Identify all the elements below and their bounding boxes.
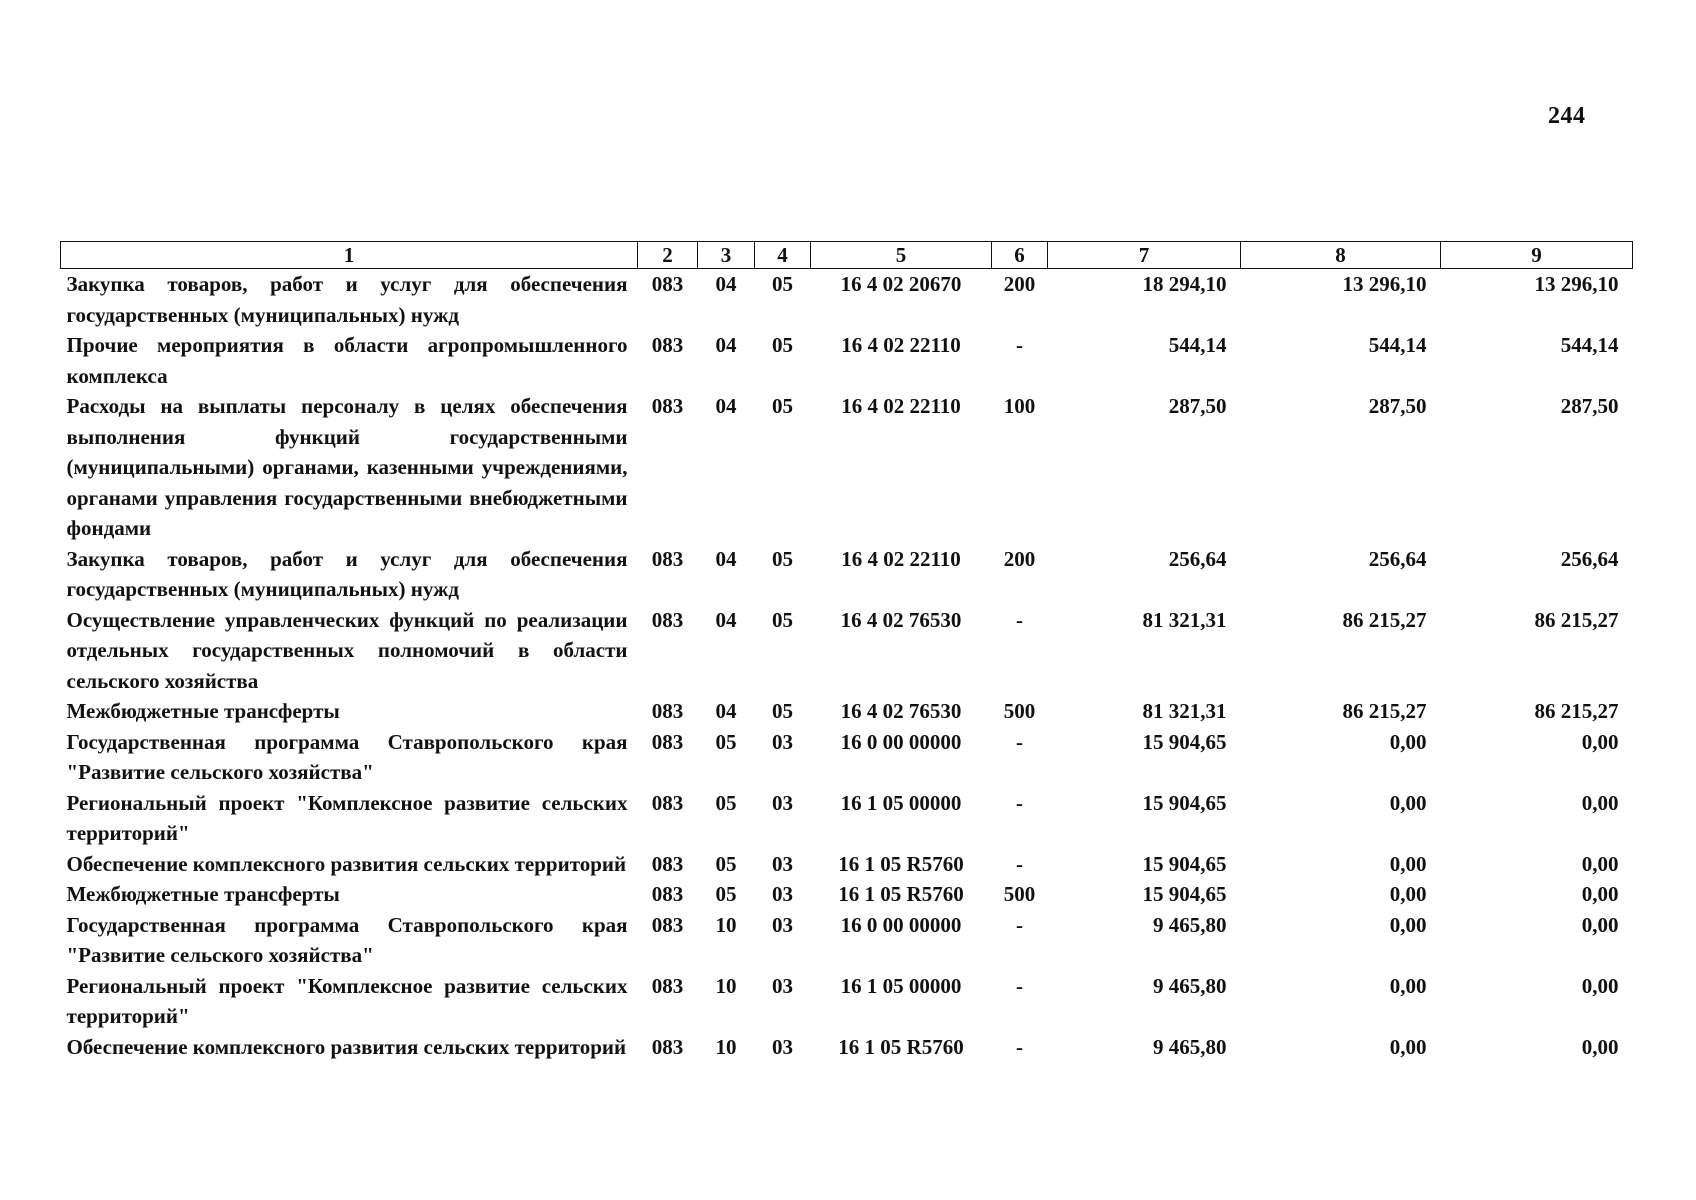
amount-col-9: 0,00 xyxy=(1581,1034,1619,1059)
section-code: 04 xyxy=(715,607,737,632)
amount-col-8: 544,14 xyxy=(1368,333,1427,357)
target-article-code: 16 1 05 R5760 xyxy=(838,882,964,906)
row-description: Закупка товаров, работ и услуг для обеспечения государственных (муниципальных) нужд xyxy=(66,546,628,601)
table-row xyxy=(61,1032,1633,1063)
expense-type-code: - xyxy=(1016,729,1023,754)
amount-col-9: 86 215,27 xyxy=(1534,607,1619,632)
subsection-code: 05 xyxy=(772,699,793,723)
subsection-code: 05 xyxy=(772,607,793,632)
amount-col-9: 544,14 xyxy=(1560,333,1619,357)
amount-col-9: 13 296,10 xyxy=(1534,272,1619,296)
row-description: Осуществление управленческих функций по реализации отдельных государственных полномочий в области сельского хозяйства xyxy=(66,607,628,693)
amount-col-9: 0,00 xyxy=(1581,882,1619,906)
amount-col-7: 15 904,65 xyxy=(1142,729,1227,754)
table-row xyxy=(61,544,1633,605)
ministry-code: 083 xyxy=(651,851,684,876)
subsection-code: 05 xyxy=(772,546,793,571)
column-header: 9 xyxy=(1441,242,1633,269)
section-code: 04 xyxy=(715,394,737,418)
amount-col-7: 9 465,80 xyxy=(1153,912,1227,937)
section-code: 04 xyxy=(715,333,737,357)
ministry-code: 083 xyxy=(651,729,684,754)
expense-type-code: 200 xyxy=(1003,272,1036,296)
amount-col-8: 0,00 xyxy=(1389,729,1427,754)
amount-col-7: 256,64 xyxy=(1168,546,1227,571)
target-article-code: 16 4 02 76530 xyxy=(840,699,962,723)
subsection-code: 03 xyxy=(772,912,793,937)
subsection-code: 03 xyxy=(772,973,793,998)
target-article-code: 16 0 00 00000 xyxy=(840,729,962,754)
amount-col-7: 9 465,80 xyxy=(1153,973,1227,998)
amount-col-8: 0,00 xyxy=(1389,851,1427,876)
amount-col-7: 15 904,65 xyxy=(1142,882,1227,906)
row-description: Государственная программа Ставропольского края "Развитие сельского хозяйства" xyxy=(66,729,628,784)
table-row xyxy=(61,391,1633,544)
page-number: 244 xyxy=(1548,103,1586,129)
amount-col-8: 13 296,10 xyxy=(1342,272,1427,296)
amount-col-9: 86 215,27 xyxy=(1534,699,1619,723)
row-description: Межбюджетные трансферты xyxy=(66,699,340,723)
row-description: Расходы на выплаты персоналу в целях обеспечения выполнения функций государственными (муниципальными) органами, казенными учреждениями, органами управления государственными внебюджетными фондами xyxy=(66,394,628,540)
expense-type-code: - xyxy=(1016,790,1023,815)
expense-type-code: - xyxy=(1016,607,1023,632)
amount-col-8: 287,50 xyxy=(1368,394,1427,418)
amount-col-7: 544,14 xyxy=(1168,333,1227,357)
subsection-code: 03 xyxy=(772,851,793,876)
ministry-code: 083 xyxy=(651,272,684,296)
table-row xyxy=(61,696,1633,727)
expense-type-code: 500 xyxy=(1003,882,1036,906)
subsection-code: 05 xyxy=(772,394,793,418)
subsection-code: 03 xyxy=(772,729,793,754)
target-article-code: 16 0 00 00000 xyxy=(840,912,962,937)
amount-col-8: 86 215,27 xyxy=(1342,607,1427,632)
table-header xyxy=(61,242,1633,269)
subsection-code: 03 xyxy=(772,1034,793,1059)
expense-type-code: - xyxy=(1016,1034,1023,1059)
amount-col-8: 86 215,27 xyxy=(1342,699,1427,723)
section-code: 04 xyxy=(715,699,737,723)
amount-col-9: 0,00 xyxy=(1581,912,1619,937)
amount-col-8: 0,00 xyxy=(1389,973,1427,998)
expense-type-code: 500 xyxy=(1003,699,1036,723)
expense-type-code: - xyxy=(1016,973,1023,998)
column-header: 8 xyxy=(1241,242,1441,269)
amount-col-8: 0,00 xyxy=(1389,790,1427,815)
amount-col-7: 9 465,80 xyxy=(1153,1034,1227,1059)
amount-col-9: 256,64 xyxy=(1560,546,1619,571)
section-code: 10 xyxy=(715,912,737,937)
row-description: Региональный проект "Комплексное развитие сельских территорий" xyxy=(66,973,628,1028)
target-article-code: 16 4 02 76530 xyxy=(840,607,962,632)
section-code: 05 xyxy=(715,729,737,754)
section-code: 10 xyxy=(715,1034,737,1059)
amount-col-7: 81 321,31 xyxy=(1142,607,1227,632)
subsection-code: 03 xyxy=(772,790,793,815)
target-article-code: 16 4 02 22110 xyxy=(841,546,961,571)
amount-col-9: 287,50 xyxy=(1560,394,1619,418)
section-code: 05 xyxy=(715,882,737,906)
header-row xyxy=(61,242,1633,269)
amount-col-7: 81 321,31 xyxy=(1142,699,1227,723)
ministry-code: 083 xyxy=(651,333,684,357)
expense-type-code: 100 xyxy=(1003,394,1036,418)
section-code: 04 xyxy=(715,546,737,571)
column-header: 1 xyxy=(61,242,638,269)
amount-col-7: 15 904,65 xyxy=(1142,790,1227,815)
expense-type-code: - xyxy=(1016,333,1023,357)
amount-col-9: 0,00 xyxy=(1581,790,1619,815)
row-description: Прочие мероприятия в области агропромышленного комплекса xyxy=(66,333,628,388)
subsection-code: 05 xyxy=(772,333,793,357)
column-header: 7 xyxy=(1048,242,1241,269)
row-description: Региональный проект "Комплексное развитие сельских территорий" xyxy=(66,790,628,845)
amount-col-8: 0,00 xyxy=(1389,882,1427,906)
table-row xyxy=(61,727,1633,788)
column-header: 2 xyxy=(638,242,698,269)
ministry-code: 083 xyxy=(651,699,684,723)
table-row xyxy=(61,269,1633,331)
table-row xyxy=(61,879,1633,910)
subsection-code: 05 xyxy=(772,272,793,296)
amount-col-7: 18 294,10 xyxy=(1142,272,1227,296)
row-description: Государственная программа Ставропольского края "Развитие сельского хозяйства" xyxy=(66,912,628,967)
row-description: Межбюджетные трансферты xyxy=(66,882,340,906)
amount-col-9: 0,00 xyxy=(1581,973,1619,998)
table-row xyxy=(61,849,1633,880)
table-row xyxy=(61,605,1633,697)
column-header: 6 xyxy=(992,242,1048,269)
target-article-code: 16 1 05 R5760 xyxy=(838,851,964,876)
amount-col-8: 256,64 xyxy=(1368,546,1427,571)
table-body xyxy=(61,269,1633,1063)
target-article-code: 16 1 05 R5760 xyxy=(838,1034,964,1059)
target-article-code: 16 4 02 20670 xyxy=(840,272,962,296)
ministry-code: 083 xyxy=(651,912,684,937)
expense-type-code: - xyxy=(1016,851,1023,876)
table-row xyxy=(61,971,1633,1032)
target-article-code: 16 4 02 22110 xyxy=(841,333,961,357)
amount-col-9: 0,00 xyxy=(1581,851,1619,876)
column-header: 5 xyxy=(811,242,992,269)
section-code: 04 xyxy=(715,272,737,296)
section-code: 05 xyxy=(715,851,737,876)
ministry-code: 083 xyxy=(651,882,684,906)
ministry-code: 083 xyxy=(651,394,684,418)
target-article-code: 16 1 05 00000 xyxy=(840,973,962,998)
subsection-code: 03 xyxy=(772,882,793,906)
amount-col-7: 287,50 xyxy=(1168,394,1227,418)
budget-table xyxy=(60,241,1633,1062)
expense-type-code: 200 xyxy=(1003,546,1036,571)
table-row xyxy=(61,788,1633,849)
row-description: Закупка товаров, работ и услуг для обеспечения государственных (муниципальных) нужд xyxy=(66,272,628,327)
ministry-code: 083 xyxy=(651,546,684,571)
amount-col-8: 0,00 xyxy=(1389,912,1427,937)
amount-col-9: 0,00 xyxy=(1581,729,1619,754)
target-article-code: 16 4 02 22110 xyxy=(841,394,961,418)
table-row xyxy=(61,330,1633,391)
ministry-code: 083 xyxy=(651,607,684,632)
table-row xyxy=(61,910,1633,971)
row-description: Обеспечение комплексного развития сельских территорий xyxy=(66,1034,627,1059)
amount-col-7: 15 904,65 xyxy=(1142,851,1227,876)
column-header: 4 xyxy=(755,242,811,269)
expense-type-code: - xyxy=(1016,912,1023,937)
ministry-code: 083 xyxy=(651,1034,684,1059)
section-code: 05 xyxy=(715,790,737,815)
ministry-code: 083 xyxy=(651,973,684,998)
section-code: 10 xyxy=(715,973,737,998)
amount-col-8: 0,00 xyxy=(1389,1034,1427,1059)
target-article-code: 16 1 05 00000 xyxy=(840,790,962,815)
row-description: Обеспечение комплексного развития сельских территорий xyxy=(66,851,627,876)
ministry-code: 083 xyxy=(651,790,684,815)
column-header: 3 xyxy=(698,242,755,269)
